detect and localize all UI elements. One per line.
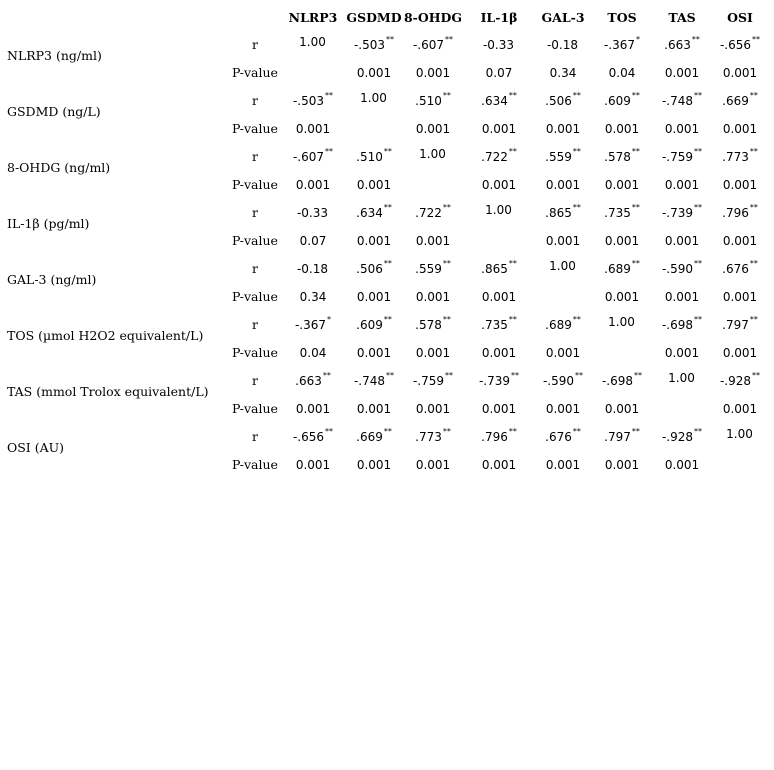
r-value: .865 xyxy=(545,206,572,220)
correlation-cell xyxy=(651,35,713,55)
p-value-cell: 0.001 xyxy=(664,290,700,304)
p-value-cell: 0.001 xyxy=(415,66,451,80)
stat-label-r: r xyxy=(252,93,258,108)
significance-marker: ** xyxy=(383,147,392,156)
correlation-cell xyxy=(343,88,405,108)
r-value: .796 xyxy=(481,430,508,444)
significance-marker: ** xyxy=(749,259,758,268)
r-value: -.590 xyxy=(661,262,694,276)
correlation-cell xyxy=(468,35,530,55)
significance-marker: ** xyxy=(386,35,395,44)
p-value-cell: 0.001 xyxy=(722,66,758,80)
stat-label-p-value: P-value xyxy=(232,289,278,304)
significance-marker: ** xyxy=(508,259,517,268)
significance-marker: ** xyxy=(694,315,703,324)
p-value-cell: 0.001 xyxy=(356,178,392,192)
r-value: 1.00 xyxy=(419,147,446,161)
correlation-cell xyxy=(591,371,653,391)
significance-marker: ** xyxy=(572,203,581,212)
r-value: -.928 xyxy=(661,430,694,444)
significance-marker: ** xyxy=(572,427,581,436)
variable-block xyxy=(0,147,774,203)
correlation-cell xyxy=(282,315,344,335)
row-variable-label: IL-1β (pg/ml) xyxy=(7,216,90,231)
p-value-cell: 0.001 xyxy=(356,402,392,416)
r-value: .634 xyxy=(481,94,508,108)
significance-marker: ** xyxy=(386,371,395,380)
p-value-cell: 0.001 xyxy=(604,290,640,304)
stat-label-p-value: P-value xyxy=(232,121,278,136)
correlation-cell xyxy=(343,427,405,447)
correlation-cell xyxy=(532,371,594,391)
p-value-cell: 0.001 xyxy=(481,346,517,360)
correlation-cell xyxy=(282,427,344,447)
significance-marker: ** xyxy=(749,147,758,156)
correlation-cell xyxy=(282,91,344,111)
r-value: .676 xyxy=(722,262,749,276)
p-value-cell: 0.001 xyxy=(481,290,517,304)
stat-label-r: r xyxy=(252,261,258,276)
correlation-cell xyxy=(651,259,713,279)
r-value: -.928 xyxy=(719,374,752,388)
correlation-cell xyxy=(343,203,405,223)
p-value-cell: 0.001 xyxy=(415,290,451,304)
significance-marker: ** xyxy=(572,147,581,156)
correlation-cell xyxy=(532,427,594,447)
significance-marker: ** xyxy=(691,35,700,44)
r-value: -.367 xyxy=(294,318,327,332)
r-value: .797 xyxy=(722,318,749,332)
significance-marker: ** xyxy=(694,427,703,436)
stat-label-r: r xyxy=(252,429,258,444)
column-header: OSI xyxy=(727,10,753,25)
correlation-cell xyxy=(709,315,771,335)
p-value-cell: 0.001 xyxy=(664,458,700,472)
p-value-cell: 0.001 xyxy=(415,234,451,248)
correlation-cell xyxy=(591,259,653,279)
significance-marker: ** xyxy=(445,371,454,380)
variable-block xyxy=(0,35,774,91)
correlation-cell xyxy=(651,91,713,111)
r-value: -.759 xyxy=(661,150,694,164)
r-value: 1.00 xyxy=(608,315,635,329)
significance-marker: ** xyxy=(575,371,584,380)
p-value-cell: 0.001 xyxy=(481,458,517,472)
significance-marker: * xyxy=(636,35,641,44)
significance-marker: ** xyxy=(508,315,517,324)
correlation-cell xyxy=(591,203,653,223)
correlation-cell xyxy=(709,259,771,279)
significance-marker: ** xyxy=(511,371,520,380)
significance-marker: ** xyxy=(442,259,451,268)
correlation-cell xyxy=(532,256,594,276)
correlation-cell xyxy=(343,259,405,279)
r-value: .578 xyxy=(415,318,442,332)
correlation-cell xyxy=(468,259,530,279)
correlation-cell xyxy=(591,312,653,332)
p-value-cell: 0.04 xyxy=(608,66,636,80)
significance-marker: ** xyxy=(634,371,643,380)
significance-marker: ** xyxy=(442,91,451,100)
correlation-cell xyxy=(532,203,594,223)
p-value-cell: 0.001 xyxy=(415,346,451,360)
r-value: -0.33 xyxy=(482,38,515,52)
significance-marker: ** xyxy=(694,203,703,212)
significance-marker: ** xyxy=(749,203,758,212)
column-header: TOS xyxy=(607,10,637,25)
significance-marker: ** xyxy=(752,371,761,380)
r-value: -.607 xyxy=(292,150,325,164)
p-value-cell: 0.001 xyxy=(722,346,758,360)
r-value: .559 xyxy=(545,150,572,164)
column-header: GSDMD xyxy=(346,10,402,25)
correlation-cell xyxy=(402,315,464,335)
p-value-cell: 0.001 xyxy=(545,178,581,192)
correlation-cell xyxy=(709,203,771,223)
p-value-cell: 0.001 xyxy=(604,234,640,248)
correlation-cell xyxy=(282,203,344,223)
correlation-cell xyxy=(651,203,713,223)
r-value: -.656 xyxy=(719,38,752,52)
correlation-cell xyxy=(282,259,344,279)
r-value: -0.18 xyxy=(296,262,329,276)
r-value: .669 xyxy=(356,430,383,444)
r-value: -.698 xyxy=(601,374,634,388)
significance-marker: ** xyxy=(325,147,334,156)
correlation-cell xyxy=(532,147,594,167)
significance-marker: ** xyxy=(631,259,640,268)
r-value: -.748 xyxy=(661,94,694,108)
correlation-cell xyxy=(591,35,653,55)
r-value: -.698 xyxy=(661,318,694,332)
column-header: 8-OHDG xyxy=(403,10,463,25)
r-value: -.503 xyxy=(292,94,325,108)
correlation-cell xyxy=(343,147,405,167)
column-header: IL-1β xyxy=(480,10,518,25)
r-value: 1.00 xyxy=(360,91,387,105)
row-variable-label: GSDMD (ng/L) xyxy=(7,104,101,119)
r-value: .669 xyxy=(722,94,749,108)
significance-marker: ** xyxy=(383,259,392,268)
correlation-cell xyxy=(532,315,594,335)
r-value: -.503 xyxy=(353,38,386,52)
r-value: -.759 xyxy=(412,374,445,388)
significance-marker: ** xyxy=(508,91,517,100)
p-value-cell: 0.001 xyxy=(481,122,517,136)
p-value-cell: 0.001 xyxy=(722,178,758,192)
p-value-cell: 0.001 xyxy=(415,122,451,136)
correlation-cell xyxy=(591,427,653,447)
significance-marker: ** xyxy=(442,315,451,324)
r-value: -.739 xyxy=(661,206,694,220)
stat-label-p-value: P-value xyxy=(232,177,278,192)
r-value: .578 xyxy=(604,150,631,164)
variable-block xyxy=(0,371,774,427)
correlation-cell xyxy=(651,147,713,167)
column-header: TAS xyxy=(668,10,696,25)
correlation-cell xyxy=(282,32,344,52)
r-value: .722 xyxy=(415,206,442,220)
p-value-cell: 0.001 xyxy=(545,402,581,416)
stat-label-p-value: P-value xyxy=(232,345,278,360)
correlation-cell xyxy=(468,91,530,111)
r-value: .689 xyxy=(545,318,572,332)
correlation-cell xyxy=(402,259,464,279)
correlation-cell xyxy=(651,368,713,388)
significance-marker: ** xyxy=(694,259,703,268)
p-value-cell: 0.001 xyxy=(356,290,392,304)
correlation-cell xyxy=(468,315,530,335)
stat-label-r: r xyxy=(252,149,258,164)
p-value-cell: 0.001 xyxy=(295,458,331,472)
significance-marker: ** xyxy=(572,91,581,100)
significance-marker: ** xyxy=(445,35,454,44)
p-value-cell: 0.001 xyxy=(722,234,758,248)
r-value: .722 xyxy=(481,150,508,164)
correlation-cell xyxy=(402,203,464,223)
p-value-cell: 0.001 xyxy=(604,122,640,136)
r-value: -.367 xyxy=(603,38,636,52)
p-value-cell: 0.001 xyxy=(664,234,700,248)
significance-marker: ** xyxy=(508,147,517,156)
correlation-cell xyxy=(343,371,405,391)
r-value: .559 xyxy=(415,262,442,276)
r-value: .735 xyxy=(481,318,508,332)
r-value: .634 xyxy=(356,206,383,220)
correlation-cell xyxy=(468,147,530,167)
stat-label-r: r xyxy=(252,373,258,388)
variable-block xyxy=(0,259,774,315)
p-value-cell: 0.001 xyxy=(295,122,331,136)
significance-marker: ** xyxy=(631,91,640,100)
r-value: .735 xyxy=(604,206,631,220)
correlation-cell xyxy=(282,147,344,167)
significance-marker: ** xyxy=(749,91,758,100)
r-value: .510 xyxy=(356,150,383,164)
r-value: -.656 xyxy=(292,430,325,444)
r-value: .797 xyxy=(604,430,631,444)
p-value-cell: 0.34 xyxy=(549,66,577,80)
r-value: -.739 xyxy=(478,374,511,388)
correlation-cell xyxy=(402,91,464,111)
correlation-cell xyxy=(709,147,771,167)
correlation-cell xyxy=(591,147,653,167)
row-variable-label: TOS (µmol H2O2 equivalent/L) xyxy=(7,328,204,343)
significance-marker: ** xyxy=(325,91,334,100)
p-value-cell: 0.001 xyxy=(415,458,451,472)
significance-marker: ** xyxy=(383,315,392,324)
correlation-cell xyxy=(591,91,653,111)
p-value-cell: 0.001 xyxy=(604,458,640,472)
variable-block xyxy=(0,427,774,483)
variable-block xyxy=(0,203,774,259)
p-value-cell: 0.001 xyxy=(356,346,392,360)
stat-label-r: r xyxy=(252,37,258,52)
p-value-cell: 0.001 xyxy=(481,402,517,416)
correlation-cell xyxy=(709,371,771,391)
r-value: .609 xyxy=(356,318,383,332)
correlation-cell xyxy=(282,371,344,391)
correlation-cell xyxy=(651,427,713,447)
p-value-cell: 0.001 xyxy=(545,458,581,472)
r-value: .510 xyxy=(415,94,442,108)
r-value: -.607 xyxy=(412,38,445,52)
p-value-cell: 0.001 xyxy=(481,178,517,192)
stat-label-p-value: P-value xyxy=(232,457,278,472)
p-value-cell: 0.001 xyxy=(664,346,700,360)
significance-marker: ** xyxy=(325,427,334,436)
column-header: GAL-3 xyxy=(541,10,585,25)
p-value-cell: 0.001 xyxy=(356,234,392,248)
r-value: 1.00 xyxy=(549,259,576,273)
p-value-cell: 0.001 xyxy=(664,178,700,192)
p-value-cell: 0.001 xyxy=(664,66,700,80)
significance-marker: ** xyxy=(508,427,517,436)
variable-block xyxy=(0,91,774,147)
row-variable-label: 8-OHDG (ng/ml) xyxy=(7,160,111,175)
significance-marker: ** xyxy=(631,427,640,436)
correlation-cell xyxy=(468,371,530,391)
column-header-row xyxy=(0,8,774,28)
correlation-cell xyxy=(709,35,771,55)
p-value-cell: 0.001 xyxy=(295,178,331,192)
p-value-cell: 0.07 xyxy=(299,234,327,248)
p-value-cell: 0.34 xyxy=(299,290,327,304)
significance-marker: ** xyxy=(572,315,581,324)
stat-label-p-value: P-value xyxy=(232,233,278,248)
r-value: .676 xyxy=(545,430,572,444)
p-value-cell: 0.001 xyxy=(604,402,640,416)
stat-label-r: r xyxy=(252,205,258,220)
p-value-cell: 0.001 xyxy=(356,66,392,80)
correlation-cell xyxy=(343,35,405,55)
significance-marker: ** xyxy=(322,371,331,380)
row-variable-label: TAS (mmol Trolox equivalent/L) xyxy=(7,384,209,399)
p-value-cell: 0.07 xyxy=(485,66,513,80)
column-header: NLRP3 xyxy=(288,10,338,25)
significance-marker: * xyxy=(327,315,332,324)
r-value: -.590 xyxy=(542,374,575,388)
significance-marker: ** xyxy=(383,427,392,436)
r-value: -.748 xyxy=(353,374,386,388)
significance-marker: ** xyxy=(383,203,392,212)
significance-marker: ** xyxy=(749,315,758,324)
significance-marker: ** xyxy=(694,147,703,156)
significance-marker: ** xyxy=(442,427,451,436)
p-value-cell: 0.001 xyxy=(295,402,331,416)
r-value: .773 xyxy=(722,150,749,164)
stat-label-p-value: P-value xyxy=(232,401,278,416)
p-value-cell: 0.001 xyxy=(545,346,581,360)
correlation-cell xyxy=(402,371,464,391)
r-value: .865 xyxy=(481,262,508,276)
correlation-cell xyxy=(468,200,530,220)
r-value: .796 xyxy=(722,206,749,220)
correlation-cell xyxy=(402,35,464,55)
significance-marker: ** xyxy=(631,203,640,212)
p-value-cell: 0.001 xyxy=(604,178,640,192)
variable-block xyxy=(0,315,774,371)
p-value-cell: 0.001 xyxy=(722,402,758,416)
r-value: .773 xyxy=(415,430,442,444)
row-variable-label: OSI (AU) xyxy=(7,440,65,455)
r-value: .506 xyxy=(356,262,383,276)
p-value-cell: 0.001 xyxy=(356,458,392,472)
correlation-cell xyxy=(532,35,594,55)
significance-marker: ** xyxy=(631,147,640,156)
correlation-cell xyxy=(709,424,771,444)
correlation-cell xyxy=(402,427,464,447)
r-value: .663 xyxy=(295,374,322,388)
significance-marker: ** xyxy=(752,35,761,44)
significance-marker: ** xyxy=(694,91,703,100)
r-value: .689 xyxy=(604,262,631,276)
p-value-cell: 0.001 xyxy=(545,122,581,136)
significance-marker: ** xyxy=(442,203,451,212)
stat-label-p-value: P-value xyxy=(232,65,278,80)
p-value-cell: 0.001 xyxy=(415,402,451,416)
p-value-cell: 0.001 xyxy=(722,290,758,304)
row-variable-label: NLRP3 (ng/ml) xyxy=(7,48,102,63)
row-variable-label: GAL-3 (ng/ml) xyxy=(7,272,97,287)
r-value: .609 xyxy=(604,94,631,108)
r-value: -0.33 xyxy=(296,206,329,220)
p-value-cell: 0.001 xyxy=(722,122,758,136)
r-value: 1.00 xyxy=(726,427,753,441)
p-value-cell: 0.001 xyxy=(664,122,700,136)
correlation-cell xyxy=(468,427,530,447)
r-value: 1.00 xyxy=(299,35,326,49)
r-value: 1.00 xyxy=(485,203,512,217)
r-value: .663 xyxy=(664,38,691,52)
r-value: .506 xyxy=(545,94,572,108)
correlation-cell xyxy=(343,315,405,335)
correlation-cell xyxy=(532,91,594,111)
correlation-cell xyxy=(402,144,464,164)
p-value-cell: 0.04 xyxy=(299,346,327,360)
r-value: -0.18 xyxy=(546,38,579,52)
p-value-cell: 0.001 xyxy=(545,234,581,248)
stat-label-r: r xyxy=(252,317,258,332)
correlation-cell xyxy=(651,315,713,335)
correlation-cell xyxy=(709,91,771,111)
r-value: 1.00 xyxy=(668,371,695,385)
